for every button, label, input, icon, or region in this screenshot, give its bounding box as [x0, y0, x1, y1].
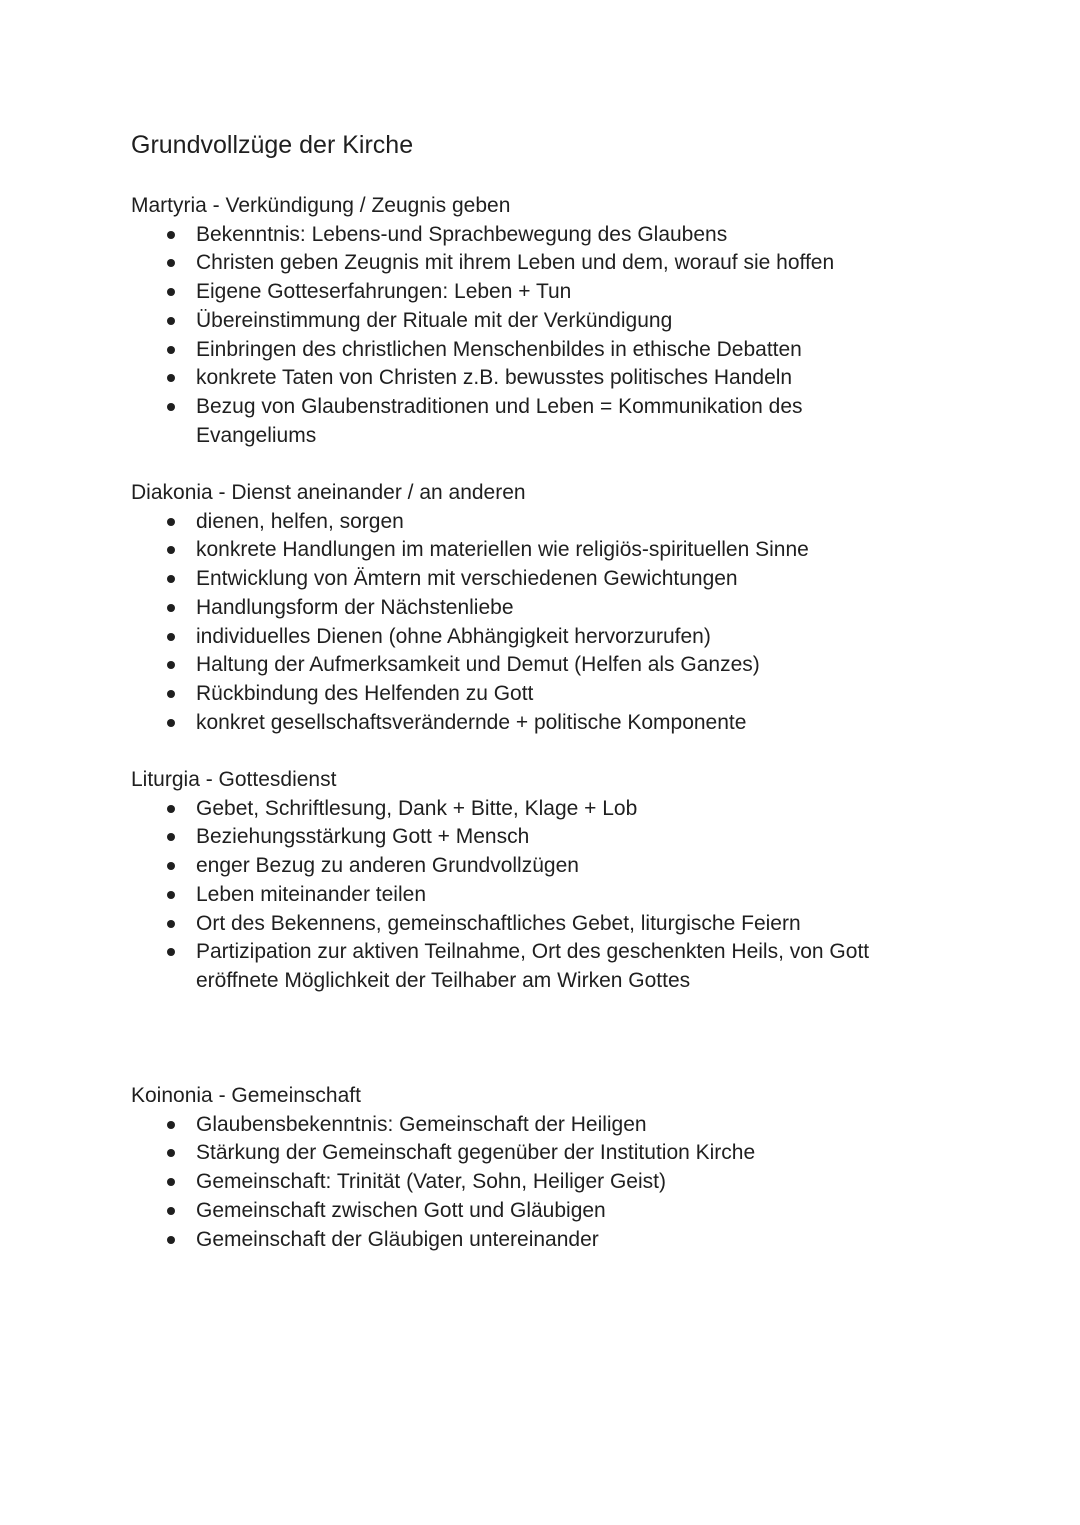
list-item	[131, 1226, 896, 1255]
bullet-icon	[167, 891, 175, 899]
list-item-text: Eigene Gotteserfahrungen: Leben + Tun	[196, 280, 572, 304]
section-diakonia	[131, 479, 951, 737]
list-item	[131, 249, 896, 278]
list-item	[131, 536, 896, 565]
bullet-icon	[167, 833, 175, 841]
section-heading: Martyria - Verkündigung / Zeugnis geben	[131, 194, 511, 217]
bullet-icon	[167, 546, 175, 554]
bullet-list	[131, 221, 951, 451]
list-item-text: Einbringen des christlichen Menschenbildes in ethische Debatten	[196, 337, 802, 361]
bullet-icon	[167, 1178, 175, 1186]
bullet-icon	[167, 317, 175, 325]
list-item-text: individuelles Dienen (ohne Abhängigkeit hervorzurufen)	[196, 624, 711, 648]
list-item	[131, 1168, 896, 1197]
list-item	[131, 278, 896, 307]
section-heading: Diakonia - Dienst aneinander / an anderen	[131, 481, 526, 504]
list-item-text: Haltung der Aufmerksamkeit und Demut (Helfen als Ganzes)	[196, 653, 760, 677]
bullet-list	[131, 795, 951, 996]
bullet-icon	[167, 661, 175, 669]
list-item	[131, 623, 896, 652]
page-title: Grundvollzüge der Kirche	[131, 131, 414, 159]
list-item	[131, 938, 896, 995]
list-item	[131, 1111, 896, 1140]
bullet-icon	[167, 633, 175, 641]
list-item-text: Glaubensbekenntnis: Gemeinschaft der Heiligen	[196, 1112, 647, 1136]
list-item	[131, 881, 896, 910]
bullet-icon	[167, 805, 175, 813]
bullet-list	[131, 508, 951, 738]
list-item-text: Partizipation zur aktiven Teilnahme, Ort des geschenkten Heils, von Gott eröffnete Möglichkeit der Teilhaber am Wirken Gottes	[196, 940, 870, 992]
list-item	[131, 795, 896, 824]
bullet-icon	[167, 690, 175, 698]
list-item-text: Rückbindung des Helfenden zu Gott	[196, 681, 534, 705]
list-item	[131, 307, 896, 336]
section-koinonia	[131, 1082, 951, 1254]
list-item-text: Leben miteinander teilen	[196, 882, 426, 906]
list-item-text: Stärkung der Gemeinschaft gegenüber der Institution Kirche	[196, 1141, 756, 1165]
list-item-text: Gebet, Schriftlesung, Dank + Bitte, Klage + Lob	[196, 796, 638, 820]
list-item	[131, 852, 896, 881]
bullet-icon	[167, 948, 175, 956]
bullet-icon	[167, 862, 175, 870]
list-item-text: konkrete Taten von Christen z.B. bewusstes politisches Handeln	[196, 366, 793, 390]
list-item	[131, 823, 896, 852]
list-item-text: enger Bezug zu anderen Grundvollzügen	[196, 854, 579, 878]
bullet-icon	[167, 231, 175, 239]
list-item-text: Christen geben Zeugnis mit ihrem Leben und dem, worauf sie hoffen	[196, 251, 835, 275]
bullet-icon	[167, 719, 175, 727]
list-item	[131, 709, 896, 738]
list-item	[131, 1197, 896, 1226]
list-item-text: Beziehungsstärkung Gott + Mensch	[196, 825, 530, 849]
section-heading: Koinonia - Gemeinschaft	[131, 1084, 361, 1107]
list-item-text: konkret gesellschaftsverändernde + politische Komponente	[196, 710, 747, 734]
bullet-icon	[167, 403, 175, 411]
list-item	[131, 393, 896, 450]
list-item-text: Gemeinschaft zwischen Gott und Gläubigen	[196, 1198, 606, 1222]
list-item-text: dienen, helfen, sorgen	[196, 509, 404, 533]
list-item-text: Bekenntnis: Lebens-und Sprachbewegung des Glaubens	[196, 222, 728, 246]
list-item-text: Handlungsform der Nächstenliebe	[196, 595, 514, 619]
bullet-icon	[167, 288, 175, 296]
list-item-text: Übereinstimmung der Rituale mit der Verkündigung	[196, 308, 673, 332]
list-item-text: Bezug von Glaubenstraditionen und Leben = Kommunikation des Evangeliums	[196, 394, 803, 447]
list-item-text: Gemeinschaft der Gläubigen untereinander	[196, 1227, 599, 1251]
list-item-text: Ort des Bekennens, gemeinschaftliches Gebet, liturgische Feiern	[196, 911, 801, 935]
list-item	[131, 680, 896, 709]
list-item	[131, 651, 896, 680]
list-item	[131, 565, 896, 594]
list-item	[131, 336, 896, 365]
list-item	[131, 508, 896, 537]
bullet-icon	[167, 1207, 175, 1215]
bullet-icon	[167, 575, 175, 583]
list-item	[131, 221, 896, 250]
list-item	[131, 910, 896, 939]
bullet-icon	[167, 1236, 175, 1244]
section-heading: Liturgia - Gottesdienst	[131, 768, 337, 791]
section-martyria	[131, 192, 951, 450]
list-item-text: Entwicklung von Ämtern mit verschiedenen Gewichtungen	[196, 567, 738, 591]
list-item-text: Gemeinschaft: Trinität (Vater, Sohn, Heiliger Geist)	[196, 1170, 666, 1194]
bullet-list	[131, 1111, 951, 1255]
bullet-icon	[167, 1121, 175, 1129]
list-item-text: konkrete Handlungen im materiellen wie religiös-spirituellen Sinne	[196, 538, 809, 562]
list-item	[131, 1139, 896, 1168]
bullet-icon	[167, 259, 175, 267]
list-item	[131, 594, 896, 623]
bullet-icon	[167, 920, 175, 928]
list-item	[131, 364, 896, 393]
section-liturgia	[131, 766, 951, 996]
bullet-icon	[167, 374, 175, 382]
bullet-icon	[167, 604, 175, 612]
bullet-icon	[167, 1149, 175, 1157]
bullet-icon	[167, 518, 175, 526]
bullet-icon	[167, 346, 175, 354]
